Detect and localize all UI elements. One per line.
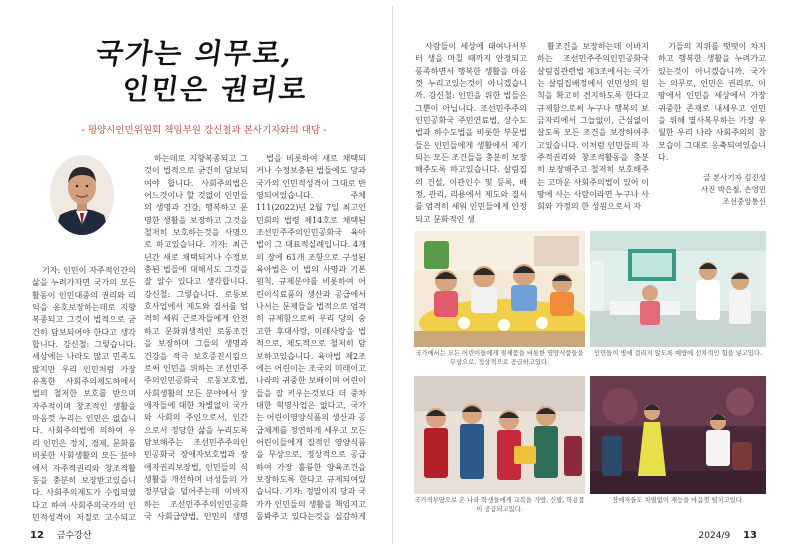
- article-credit: [658, 172, 766, 208]
- left-page-number: 12: [30, 530, 44, 541]
- credit-photographers: 사진 박은철, 손영민: [700, 185, 766, 194]
- caption-medical-check: 인민들이 병에 걸리지 않도록 예방에 선차적인 힘을 넣고있다.: [593, 350, 763, 357]
- text-column-4: [415, 40, 527, 225]
- right-page: [396, 0, 787, 551]
- text-column-5: [537, 40, 649, 225]
- magazine-name: 금수강산: [56, 531, 92, 541]
- photo-children-meal: [414, 231, 585, 347]
- interviewee-portrait: [50, 155, 114, 235]
- medical-check-illustration: [590, 231, 766, 347]
- left-footer: [30, 528, 92, 541]
- column-1-text: 기자: 인민이 자주적인간의 삶을 누려가자면 국가의 모든 활동이 인민대중의 권리와 리익을 옹호보장하는데로 지향복종되고 그것이 법적으로 굳건히 담보되어야 한다고 생각합니다. 강신철: 그렇습니다. 세상에는 나라도 많고 민족도 많지만 우리 인민처럼 가장 유혹한 사회주의제도하에서 법의 철저한 보호를 받으며 자주적이며 창조적인 생활을 마음껏 누리는 인민은 없습니다. 사회주의법에 의하여 우리 인민은 정치, 경제, 문화를 비롯한 사회생활의 모든 분야에서 자주적권리와 창조적활동을 충분히 보장받고있습니다. 사회주의제도가 수립되였다고 하여 사회주의국가의 인민적성격이 저절로 고수되고: [32, 265, 136, 522]
- children-meal-illustration: [414, 231, 585, 347]
- right-page-number: 13: [743, 530, 757, 541]
- credit-agency: 조선중앙통신: [722, 197, 766, 206]
- column-6-text: 기들의 지위를 떳떳이 차지하고 행복한 생활을 누려가고있는것이 아니겠습니까. 국가는 의무로, 인민은 권리로. 이 땅에서 인민을 세상에서 가장 귀중한 존재로 내세우고 인민을 위해 멸사복무하는 가장 우월한 우리 나라 사회주의의 참모습이 그대로 응축되여있습니다.: [658, 41, 766, 163]
- column-3-text: 법을 비롯하여 새로 채택되거나 수정보충된 법들에도 당과 국가의 인민적성격이 그대로 반영되어있습니다. 주체111(2022)년 2월 7일 최고인민회의 법령 제14호로 채택된 조선민주주의인민공화국 육아법이 그 대표적실례입니다. 4개의 장에 61개 조항으로 구성된 육아법은 이 법의 사명과 기본원칙, 규제분야를 비롯하여 어린이식료품의 생산과 공급에서 나서는 문제들을 법적으로 엄격히 규제함으로써 우리 당의 숭고한 후대사랑, 미래사랑을 법적으로, 제도적으로 철저히 담보하고있습니다. 육아법 제2조에는 어린이는 조국의 미래이고 나라의 귀중한 보배이며 어린이들을 잘 키우는것보다 더 중차대한 혁명사업은 없다고, 국가는 어린이영양식품의 생산과 공급체계를 정연하게 세우고 모든 어린이들에게 질적인 영양식품을 무상으로, 정상적으로 공급하여 가장 훌륭한 양육조건을 보장하도록 한다고 규제되여있습니다. 기자: 정말이지 당과 국가가 인민들의 생활을 책임지고 돌봐주고 있다는것을 실감하게: [256, 153, 366, 521]
- title-line-1: 국가는 의무로,: [93, 37, 297, 70]
- column-4-text: 사람들이 세상에 태여나서부터 생을 마칠 때까지 안정되고 풍족하면서 행복한 생활을 마음껏 누리고있는것이 아니겠습니까. 강신철: 인민을 위한 법들은 그뿐이 아닙니다. 조선민주주의인민공화국 주민연료법, 상수도법과 하수도법을 비롯한 부문법들은 인민들에게 생활에서 제기되는 모든 조건들을 충분히 보장해주도록 하고있습니다. 살림집의 건설, 이관인수 및 등록, 배정, 관리, 리용에서 제도와 질서를 엄격히 세워 인민들에게 안정되고 문화적인 생: [415, 41, 527, 224]
- article-title: [40, 36, 350, 109]
- photo-school-uniforms: [414, 376, 585, 494]
- performance-illustration: [590, 376, 766, 494]
- caption-children-meal: 국가에서는 모든 어린이들에게 젖제품을 비롯한 영양식품들을 무상으로, 정상적으로 공급하고있다.: [415, 350, 584, 366]
- column-5-text: 활조건을 보장하는데 이바지하는 조선민주주의인민공화국 살림집관련법 제3조에서는 국가는 살림집배정에서 인민성의 원칙을 확고히 견지하도록 한다고 규제함으로써 누구나 행복의 보금자리에서 그늘없이, 근심없이 살도록 모든 조건을 보장하여주고있습니다. 이처럼 인민들의 자주적권리와 창조적활동을 충분히 보장해주고 철저히 보호해주는 고마운 사회주의법이 있어 이 땅에 사는 사람이라면 누구나 사회와 가정의 한 성원으로서 자: [537, 41, 649, 212]
- photo-performance: [590, 376, 766, 494]
- text-column-3: [256, 152, 366, 522]
- issue-date: 2024/9: [698, 531, 731, 541]
- text-column-6: [658, 40, 766, 164]
- left-page: [0, 0, 392, 551]
- text-column-1: [32, 264, 136, 522]
- photo-medical-check: [590, 231, 766, 347]
- credit-writer: 글 본사기자 김진성: [703, 173, 766, 182]
- article-subtitle: - 평양시인민위원회 책임부원 강신철과 본사기자와의 대담 -: [81, 125, 327, 136]
- text-column-2: [144, 152, 248, 522]
- portrait-illustration: [50, 155, 114, 235]
- caption-school-uniforms: 국가적부담으로 온 나라 학생들에게 교복을 가방, 신발, 학용품이 공급되고있다.: [414, 497, 585, 513]
- school-uniforms-illustration: [414, 376, 585, 494]
- column-2-text: 하는데로 지향복종되고 그것이 법적으로 굳건히 담보되여야 합니다. 사회주의법은 어느것이나 할 것없이 인민들의 생명과 건강, 행복하고 문명한 생활을 보장하고 그것을 철저히 보호하는것을 사명으로 하고있습니다. 기자: 최근년간 새로 채택되거나 수정보충된 법들에 대해서도 그것을 잘 알수 있다고 생각합니다. 강신철: 그렇습니다. 로동보호사업에서 제도와 질서를 엄격히 세워 근로자들에게 안전하고 문화위생적인 로동조건을 보장하며 그들의 생명과 건강을 적극 보호증진시킴으로써 인민을 위하는 조선민주주의인민공화국 로동보호법, 사회생활의 모든 분야에서 장애자들에 대한 차별없이 국가와 사회의 주인으로서, 인간으로서 정당한 삶을 누리도록 담보해주는 조선민주주의인민공화국 장애자보호법과 장애자권리보장법, 인민들의 식생활을 개선하며 녀성들의 가정부담을 덜어주는데 이바지하는 조선민주주의인민공화국 사회급양법, 인민의 생명: [144, 153, 248, 521]
- caption-performance: 장애자들도 차별없이 재능을 마음껏 떨치고있다.: [612, 497, 744, 504]
- right-footer: [699, 530, 757, 541]
- title-line-2: 인민은 권리로: [119, 73, 311, 107]
- page-gutter: [392, 6, 393, 544]
